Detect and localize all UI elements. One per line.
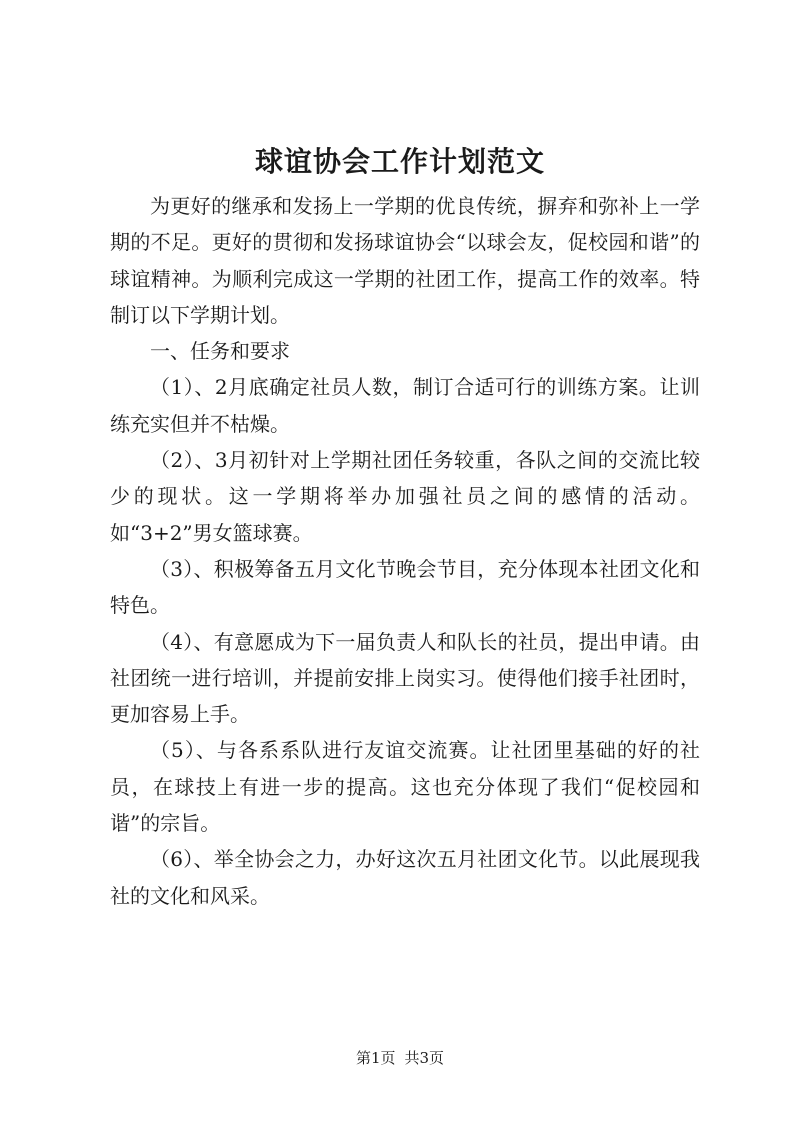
page-total: 共3页 [404,1049,445,1067]
paragraph-item-4: （4）、有意愿成为下一届负责人和队长的社员，提出申请。由社团统一进行培训，并提前安排上岗实习。使得他们接手社团时，更加容易上手。 [110,629,700,727]
paragraph-item-5: （5）、与各系系队进行友谊交流赛。让社团里基础的好的社员，在球技上有进一步的提高。这也充分体现了我们“促校园和谐”的宗旨。 [110,738,700,836]
paragraph-item-2: （2）、3月初针对上学期社团任务较重，各队之间的交流比较少的现状。这一学期将举办加强社员之间的感情的活动。如“3+2”男女篮球赛。 [110,448,700,545]
paragraph-item-3: （3）、积极筹备五月文化节晚会节目，充分体现本社团文化和特色。 [110,556,700,618]
paragraph-item-1: （1）、2月底确定社员人数，制订合适可行的训练方案。让训练充实但并不枯燥。 [110,375,700,436]
paragraph-item-6: （6）、举全协会之力，办好这次五月社团文化节。以此展现我社的文化和风采。 [110,847,700,908]
page-number: 第1页 [355,1049,396,1067]
section-heading: 一、任务和要求 [150,339,290,364]
document-body [110,188,700,914]
document-title: 球谊协会工作计划范文 [254,145,545,178]
paragraph-intro: 为更好的继承和发扬上一学期的优良传统，摒弃和弥补上一学期的不足。更好的贯彻和发扬球谊协会“以球会友，促校园和谐”的球谊精神。为顺利完成这一学期的社团工作，提高工作的效率。特制订以下学期计划。 [110,194,700,327]
page-footer [0,1048,800,1068]
